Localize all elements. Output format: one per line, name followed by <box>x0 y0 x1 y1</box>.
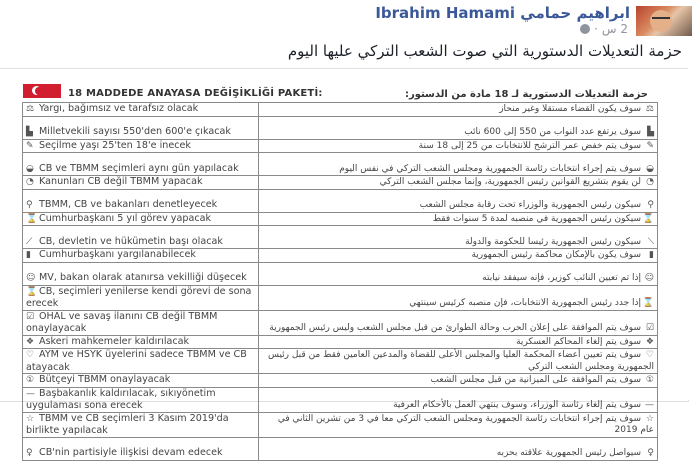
cell-text: TBMM ve CB seçimleri 3 Kasım 2019'da birlikte yapılacak <box>26 412 229 436</box>
cell-turkish <box>23 310 259 335</box>
author-name[interactable] <box>375 4 630 22</box>
table-row <box>23 310 658 335</box>
table-row <box>23 153 658 176</box>
cell-text: سوف يتم إلغاء رئاسة الوزراء، وسوف ينتهي العمل بالأحكام العرفية <box>393 400 641 410</box>
scales-icon: ⚖ <box>645 104 654 114</box>
cell-text: CB ve TBMM seçimleri aynı gün yapılacak <box>39 162 239 174</box>
avatar[interactable] <box>636 6 692 36</box>
cell-turkish <box>23 349 259 374</box>
cell-text: سوف يتم إجراء انتخابات رئاسة الجمهورية ومجلس الشعب التركي معا في 3 من تشرين الثاني في عام 2019 <box>277 413 654 435</box>
cell-arabic <box>259 412 658 437</box>
hourglass-icon: ⌛ <box>26 213 38 224</box>
cell-text: لن يقوم بتشريع القوانين رئيس الجمهورية، وإنما مجلس الشعب التركي <box>379 177 641 187</box>
heart-icon: ♡ <box>26 350 35 360</box>
author-name-latin[interactable]: Ibrahim Hamami <box>375 4 516 22</box>
table-row <box>23 262 658 285</box>
cell-arabic <box>259 262 658 285</box>
cell-arabic <box>259 176 658 190</box>
cell-text: CB, devletin ve hükümetin başı olacak <box>39 235 223 247</box>
money-icon: ① <box>645 375 654 385</box>
money-icon: ① <box>26 375 35 385</box>
pen-icon: ⟋ <box>26 236 33 247</box>
lightbulb-icon: ♀ <box>647 448 654 458</box>
scales-icon: ⚖ <box>26 104 35 114</box>
cell-turkish <box>23 139 259 153</box>
cell-text: سوف يتم إلغاء المحاكم العسكرية <box>516 336 641 347</box>
cell-text: Başbakanlık kaldırılacak, sıkıyönetim uygulaması sona erecek <box>26 387 216 411</box>
cell-turkish <box>23 226 259 249</box>
image-title-arabic: حزمة التعديلات الدستورية لـ 18 مادة من الدستور: <box>404 89 648 100</box>
checkbox-icon: ☑ <box>645 323 654 333</box>
law-icon: ◔ <box>646 177 654 187</box>
age-icon: ✎ <box>26 140 34 151</box>
author-name-arabic[interactable]: ابراهيم حمامي <box>520 4 630 22</box>
gavel-icon: ▮ <box>26 250 31 260</box>
table-row <box>23 249 658 263</box>
cell-arabic <box>259 116 658 139</box>
cell-text: CB, seçimleri yenilerse kendi görevi de sona erecek <box>26 285 252 309</box>
gavel-icon: ▮ <box>649 250 654 260</box>
cell-arabic <box>259 285 658 310</box>
cell-text: Milletvekili sayısı 550'den 600'e çıkacak <box>39 126 231 137</box>
age-icon: ✎ <box>646 140 654 151</box>
turkey-flag-icon <box>23 84 61 98</box>
post-text: حزمة التعديلات الدستورية التي صوت الشعب التركي عليها اليوم <box>287 42 682 60</box>
page-gutter <box>688 68 700 400</box>
cell-text: Seçilme yaşı 25'ten 18'e inecek <box>39 139 191 151</box>
cell-arabic <box>259 189 658 212</box>
cell-text: سوف يتم خفض عمر الترشح للانتخابات من 25 إلى 18 سنة <box>418 140 641 151</box>
handshake-icon: ❖ <box>26 336 35 347</box>
cell-text: CB'nin partisiyle ilişkisi devam edecek <box>39 447 223 458</box>
cell-turkish <box>23 103 259 117</box>
table-row <box>23 349 658 374</box>
table-row <box>23 412 658 437</box>
table-row <box>23 189 658 212</box>
post-meta: 2 س · <box>580 22 628 36</box>
globe-icon[interactable] <box>580 24 590 34</box>
cell-turkish <box>23 335 259 349</box>
post-header <box>0 0 700 66</box>
person-icon: ☺ <box>26 273 36 283</box>
cell-text: Cumhurbaşkanı 5 yıl görev yapacak <box>39 212 212 224</box>
parliament-icon: ▙ <box>647 127 654 137</box>
table-row <box>23 285 658 310</box>
cell-arabic <box>259 103 658 117</box>
table-row <box>23 103 658 117</box>
cell-text: MV, bakan olarak atanırsa vekilliği düşecek <box>39 272 247 283</box>
cell-text: سوف يتم الموافقة على الميزانية من قبل مجلس الشعب <box>430 375 641 385</box>
cell-text: Askeri mahkemeler kaldırılacak <box>39 335 190 347</box>
cell-text: سيواصل رئيس الجمهورية علاقته بحزبه <box>496 448 641 458</box>
star-icon: ☆ <box>645 413 654 424</box>
cell-text: سوف يكون القضاء مستقلا وغير منحاز <box>499 104 641 114</box>
table-row <box>23 116 658 139</box>
cell-text: سوف يتم الموافقة على إعلان الحرب وحالة الطوارئ من قبل مجلس الشعب وليس رئيس الجمهورية <box>269 323 641 333</box>
cell-text: سوف يكون بالإمكان محاكمة رئيس الجمهورية <box>471 250 641 260</box>
cell-text: إذا تم تعيين النائب كوزير، فإنه سيفقد نيابته <box>482 273 641 283</box>
cell-arabic <box>259 374 658 388</box>
cell-text: سيكون رئيس الجمهورية رئيسا للحكومة والدولة <box>465 236 641 247</box>
dash-icon: — <box>26 388 35 399</box>
table-row <box>23 437 658 460</box>
hourglass-icon: ⌛ <box>642 213 654 224</box>
cell-text: TBMM, CB ve bakanları denetleyecek <box>39 199 218 210</box>
ballot-icon: ◒ <box>646 163 654 174</box>
magnifier-icon: ⚲ <box>26 200 33 210</box>
cell-arabic <box>259 212 658 226</box>
cell-turkish <box>23 285 259 310</box>
cell-arabic <box>259 139 658 153</box>
person-icon: ☺ <box>644 273 654 283</box>
hourglass-icon: ⌛ <box>642 298 654 308</box>
post-timestamp[interactable]: 2 س <box>601 22 628 36</box>
cell-turkish <box>23 189 259 212</box>
cell-turkish <box>23 374 259 388</box>
table-row <box>23 226 658 249</box>
checkbox-icon: ☑ <box>26 311 35 322</box>
cell-arabic <box>259 249 658 263</box>
cell-text: إذا جدد رئيس الجمهورية الانتخابات، فإن منصبه كرئيس سينتهي <box>409 298 641 308</box>
cell-turkish <box>23 262 259 285</box>
cell-arabic <box>259 335 658 349</box>
cell-text: Bütçeyi TBMM onaylayacak <box>39 374 171 385</box>
cell-text: Cumhurbaşkanı yargılanabilecek <box>39 249 196 260</box>
cell-turkish <box>23 153 259 176</box>
table-row <box>23 374 658 388</box>
ballot-icon: ◒ <box>26 163 34 174</box>
hourglass-icon: ⌛ <box>26 286 38 297</box>
cell-turkish <box>23 176 259 190</box>
cell-text: Yargı, bağımsız ve tarafsız olacak <box>39 103 199 114</box>
heart-icon: ♡ <box>645 350 654 360</box>
cell-text: سوف يتم إجراء انتخابات رئاسة الجمهورية ومجلس الشعب التركي في نفس اليوم <box>339 163 641 174</box>
cell-text: سوف يتم تعيين أعضاء المحكمة العليا والمجلس الأعلى للقضاة والمدعين العامين فقط من قبل رئيس الجمهورية ومجلس الشعب التركي <box>267 350 654 372</box>
amendments-table <box>22 102 658 461</box>
cell-turkish <box>23 116 259 139</box>
cell-text: سيكون رئيس الجمهورية في منصبه لمدة 5 سنوات فقط <box>432 213 641 224</box>
cell-arabic <box>259 310 658 335</box>
cell-arabic <box>259 153 658 176</box>
image-title-turkish: 18 MADDEDE ANAYASA DEĞİŞİKLİĞİ PAKETİ: <box>68 88 323 99</box>
cell-arabic <box>259 349 658 374</box>
parliament-icon: ▙ <box>26 127 33 137</box>
cell-text: AYM ve HSYK üyelerini sadece TBMM ve CB atayacak <box>26 349 247 373</box>
cell-turkish <box>23 412 259 437</box>
table-row <box>23 176 658 190</box>
cell-turkish <box>23 249 259 263</box>
cell-turkish <box>23 437 259 460</box>
table-row <box>23 139 658 153</box>
star-icon: ☆ <box>26 413 35 424</box>
table-row <box>23 335 658 349</box>
cell-turkish <box>23 212 259 226</box>
pen-icon: ⟋ <box>647 236 654 247</box>
cell-text: OHAL ve savaş ilanını CB değil TBMM onaylayacak <box>26 310 218 334</box>
cell-text: سوف يرتفع عدد النواب من 550 إلى 600 نائب <box>464 127 641 137</box>
lightbulb-icon: ♀ <box>26 448 33 458</box>
magnifier-icon: ⚲ <box>647 200 654 210</box>
cell-arabic <box>259 226 658 249</box>
cell-text: Kanunları CB değil TBMM yapacak <box>39 176 203 187</box>
cell-text: سيكون رئيس الجمهورية والوزراء تحت رقابة مجلس الشعب <box>419 200 641 210</box>
table-row <box>23 212 658 226</box>
law-icon: ◔ <box>26 177 34 187</box>
handshake-icon: ❖ <box>645 336 654 347</box>
dash-icon: — <box>645 400 654 410</box>
cell-arabic <box>259 437 658 460</box>
